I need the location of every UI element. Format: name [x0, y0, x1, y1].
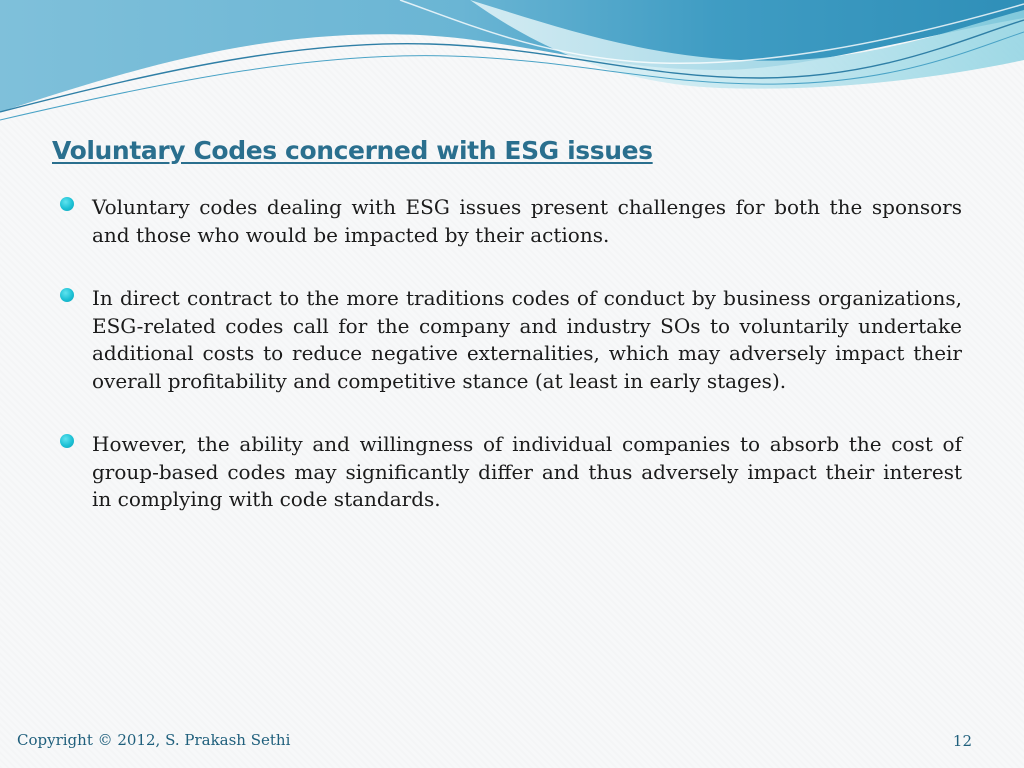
- footer-copyright: Copyright © 2012, S. Prakash Sethi: [17, 731, 291, 749]
- slide-title: Voluntary Codes concerned with ESG issues: [52, 136, 653, 165]
- bullet-dot-icon: [60, 434, 74, 448]
- header-wave-decoration: [0, 0, 1024, 125]
- bullet-item: [60, 285, 962, 395]
- bullet-text: In direct contract to the more traditions codes of conduct by business organizations, ESG-related codes call for the company and industry SOs to voluntarily undertake additional costs to reduce negative externalities, which may adversely impact their overall profitability and competitive stance (at least in early stages).: [92, 286, 962, 393]
- bullet-list: [60, 194, 962, 550]
- bullet-item: [60, 194, 962, 249]
- bullet-dot-icon: [60, 197, 74, 211]
- bullet-item: [60, 431, 962, 514]
- bullet-dot-icon: [60, 288, 74, 302]
- bullet-text: However, the ability and willingness of individual companies to absorb the cost of group-based codes may significantly differ and thus adversely impact their interest in complying with code standards.: [92, 432, 962, 511]
- page-number: 12: [952, 732, 972, 750]
- bullet-text: Voluntary codes dealing with ESG issues present challenges for both the sponsors and those who would be impacted by their actions.: [92, 195, 962, 247]
